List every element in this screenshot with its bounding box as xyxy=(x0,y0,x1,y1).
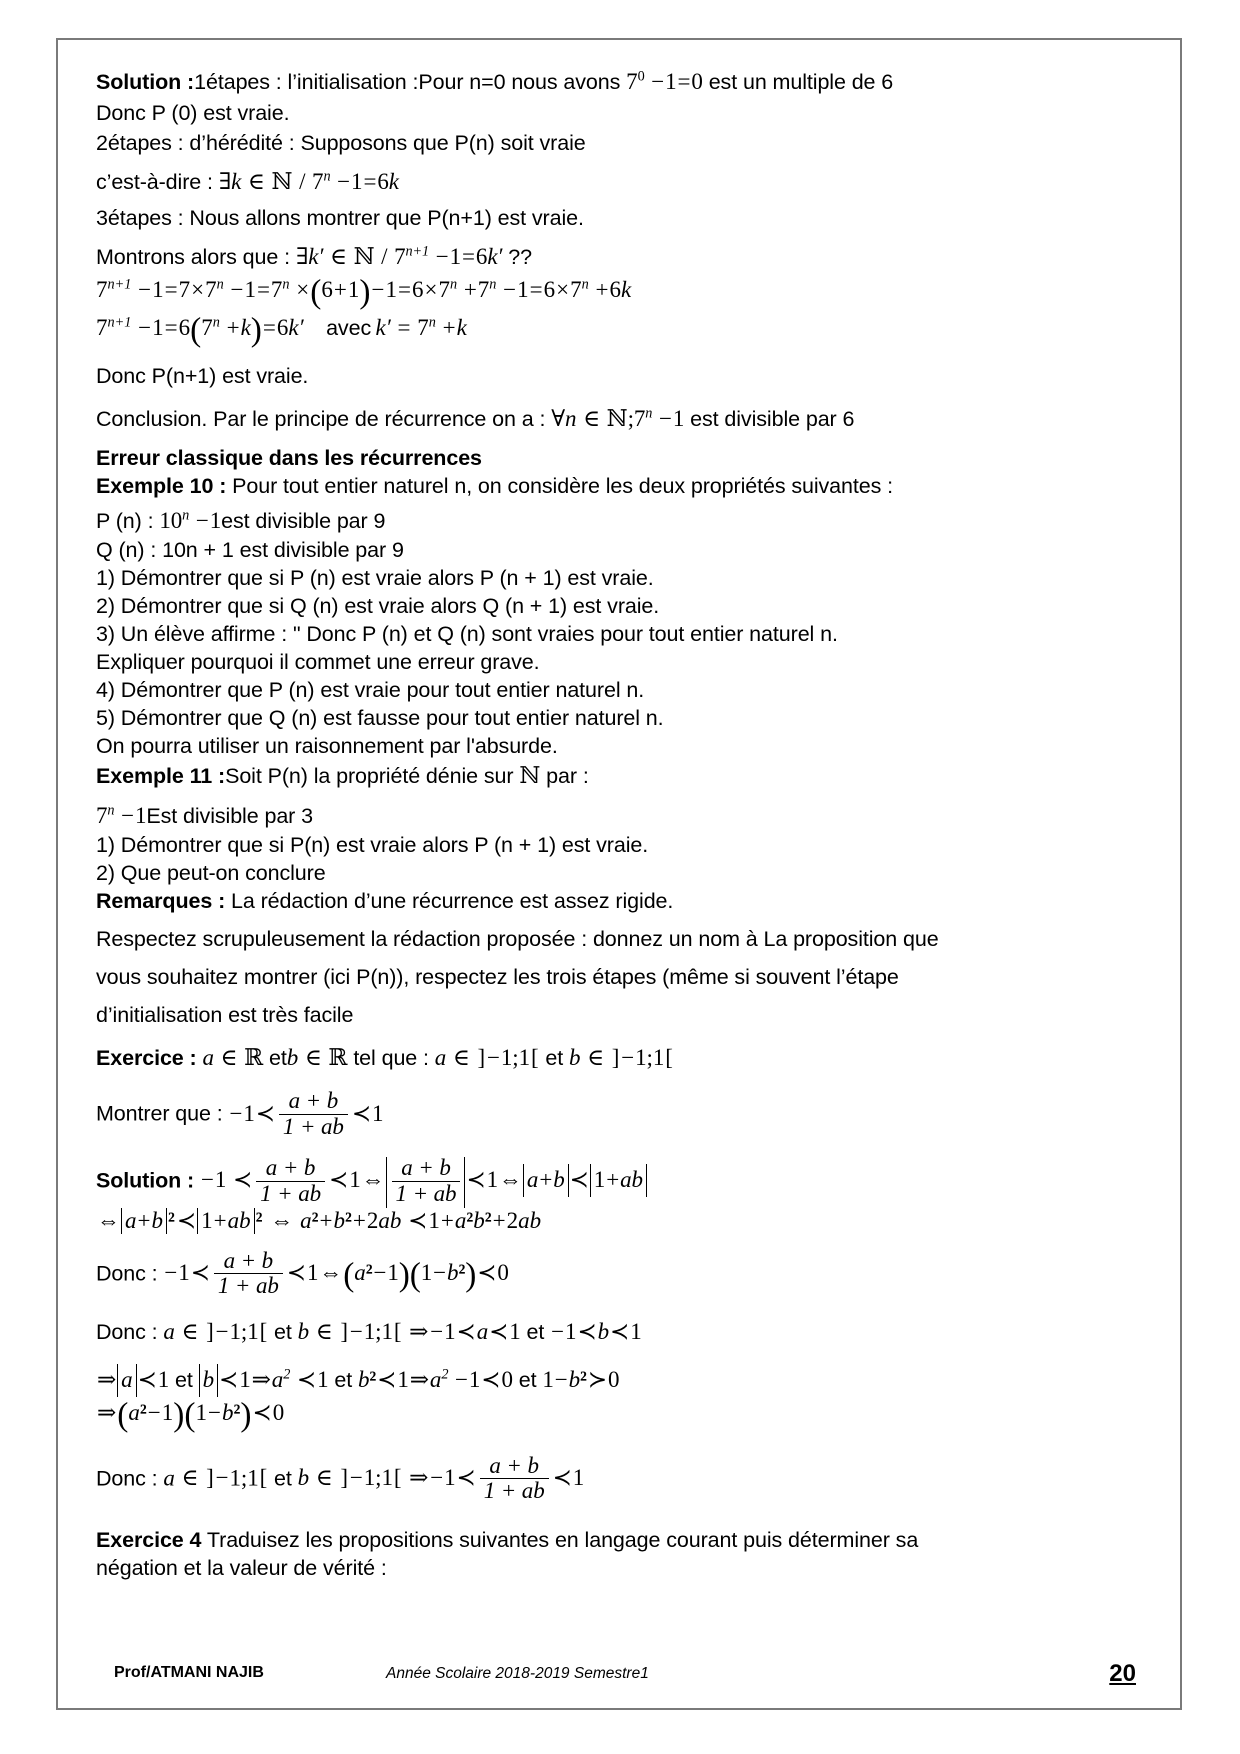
solution-line-6 xyxy=(96,241,1150,273)
eq-donc-2-b: b ∈ ]−1;1[ ⇒−1≺a≺1 xyxy=(297,1319,521,1345)
eq-donc-2-a: a ∈ ]−1;1[ xyxy=(163,1319,268,1345)
exercice-and-2: et xyxy=(545,1046,564,1071)
montrons-label: Montrons alors que : xyxy=(96,244,290,269)
donc-label-3: Donc : xyxy=(96,1466,158,1491)
footer-school-year: Année Scolaire 2018-2019 Semestre1 xyxy=(386,1665,649,1682)
eq-hypothese: ∃k ∈ ℕ / 7$^n$ −1=6k xyxy=(218,168,399,196)
exemple11-item-2: 2) Que peut-on conclure xyxy=(96,860,326,885)
eq-donc-2-c: −1≺b≺1 xyxy=(551,1319,642,1345)
exercice-and-1: et xyxy=(269,1046,287,1071)
solution-line-4 xyxy=(96,166,1150,198)
remarques-line-4: d’initialisation est très facile xyxy=(96,1002,354,1027)
impl-et-2: et xyxy=(334,1368,353,1393)
eq-objectif: ∃k′ ∈ ℕ / $7^{n+1} -1=6k'$ xyxy=(295,243,503,270)
document-page xyxy=(56,38,1182,1710)
eq-main-line-2-tail: $k' = 7^n +k$ xyxy=(375,313,467,340)
montrons-tail: ?? xyxy=(508,244,532,269)
exemple10-item-1: 1) Démontrer que si P (n) est vraie alors P (n + 1) est vraie. xyxy=(96,566,654,591)
solution-line-8 xyxy=(96,403,1150,435)
solution-line-2: Donc P (0) est vraie. xyxy=(96,101,290,126)
eq-exemple11: 7$^n$ −1 xyxy=(96,802,147,828)
remarques-line-1 xyxy=(96,888,1150,916)
eq-exercice-a-interval: a ∈ ]−1;1[ xyxy=(434,1045,539,1071)
eq-donc-3-b: b ∈ ]−1;1[ ⇒−1≺ $\frac{a + b}{1 + ab}$ ≺1 xyxy=(297,1452,585,1504)
exercice-solution-label: Solution : xyxy=(96,1168,195,1193)
eq-property-p: 10$^n$ −1 xyxy=(159,507,222,534)
exercice-solution-line-2-row xyxy=(96,1208,1150,1234)
exemple11-text-after: par : xyxy=(546,763,589,788)
page-footer xyxy=(96,1660,1150,1690)
exercice-solution-line-1 xyxy=(96,1154,1150,1208)
exemple10-hint: On pourra utiliser un raisonnement par l'absurde. xyxy=(96,733,558,758)
eq-main-line-2: $7^{n+1} -1=6(7^n +k)=6k'$ xyxy=(96,310,304,348)
exemple10-line xyxy=(96,473,1150,501)
eq-montrer-que: −1≺ $\frac{a + b}{1 + ab}$ ≺1 xyxy=(229,1088,384,1140)
exemple10-text: Pour tout entier naturel n, on considère les deux propriétés suivantes : xyxy=(232,474,894,499)
exemple10-label: Exemple 10 : xyxy=(96,474,227,499)
implication-final-row xyxy=(96,1397,1150,1435)
exercice-line xyxy=(96,1042,1150,1074)
donc-2-et-1: et xyxy=(274,1320,292,1345)
remarques-line-3: vous souhaitez montrer (ici P(n)), respectez les trois étapes (même si souvent l’étape xyxy=(96,964,899,989)
eq-impl-a: ⇒ a ≺1 xyxy=(96,1367,169,1392)
remarques-label: Remarques : xyxy=(96,888,226,913)
eq-exercice-b-interval: b ∈ ]−1;1[ xyxy=(569,1045,673,1071)
remarques-line-2: Respectez scrupuleusement la rédaction proposée : donnez un nom à La proposition que xyxy=(96,926,939,951)
exercice4-text-1: Traduisez les propositions suivantes en langage courant puis déterminer sa xyxy=(206,1528,919,1553)
footer-author: Prof/ATMANI NAJIB xyxy=(114,1664,264,1681)
donc-label-2: Donc : xyxy=(96,1320,158,1345)
solution-line-1-text: 1étapes : l’initialisation :Pour n=0 nous avons xyxy=(194,70,621,94)
remarques-text-1: La rédaction d’une récurrence est assez rigide. xyxy=(231,888,674,913)
solution-line-1 xyxy=(96,66,1150,98)
natural-set-symbol: ℕ xyxy=(519,762,541,789)
page-content xyxy=(96,66,1150,1708)
exemple10-item-3-cont: Expliquer pourquoi il commet une erreur grave. xyxy=(96,650,540,675)
eq-main-line-1-row xyxy=(96,273,1150,311)
property-q-line: Q (n) : 10n + 1 est divisible par 9 xyxy=(96,538,404,563)
solution-label: Solution : xyxy=(96,70,195,94)
eq-solution-line-1: −1 ≺ $\frac{a + b}{1 + ab}$ ≺1⇔ $\frac{a + b}{1 + ab}$ ≺1⇔ a+b ≺ 1+ab xyxy=(200,1167,647,1192)
donc-2-et-2: et xyxy=(526,1320,545,1345)
eq-impl-d: 1−b²≻0 xyxy=(542,1367,620,1393)
eq-impl-b: b $≺1\Rightarrow a^2$ ≺1 xyxy=(199,1367,329,1392)
footer-page-number: 20 xyxy=(1109,1660,1136,1687)
exemple11-label: Exemple 11 : xyxy=(96,763,226,788)
property-p-label: P (n) : xyxy=(96,509,154,534)
solution-line-7: Donc P(n+1) est vraie. xyxy=(96,363,309,388)
exemple11-eq-tail: Est divisible par 3 xyxy=(146,803,313,828)
implication-line xyxy=(96,1364,1150,1396)
donc-label-1: Donc : xyxy=(96,1261,158,1286)
eq-donc-3-a: a ∈ ]−1;1[ xyxy=(163,1465,268,1491)
donc-line-2 xyxy=(96,1316,1150,1348)
donc-3-et: et xyxy=(274,1466,292,1491)
eq-main-line-2-avec: avec xyxy=(326,315,372,340)
eq-initialisation: $7^0 -1=0$ xyxy=(626,68,703,94)
exemple10-item-3: 3) Un élève affirme : " Donc P (n) et Q (n) sont vraies pour tout entier naturel n. xyxy=(96,622,838,647)
eq-impl-final: ⇒(a²−1)(1−b²)≺0 xyxy=(97,1396,285,1434)
eq-solution-line-2: ⇔ a+b ²≺ 1+ab ² ⇔ a²+b²+2ab ≺1+a²b²+2ab xyxy=(97,1207,542,1233)
cest-a-dire-label: c’est-à-dire : xyxy=(96,170,213,195)
solution-line-5: 3étapes : Nous allons montrer que P(n+1) est vraie. xyxy=(96,205,584,230)
impl-et-1: et xyxy=(175,1368,193,1393)
erreur-heading: Erreur classique dans les récurrences xyxy=(96,446,482,471)
conclusion-label: Conclusion. Par le principe de récurrence on a : xyxy=(96,406,546,431)
eq-exercice-a-in-R: a ∈ ℝ xyxy=(202,1045,264,1072)
exemple11-eq-line xyxy=(96,800,1150,832)
exemple10-item-4: 4) Démontrer que P (n) est vraie pour tout entier naturel n. xyxy=(96,678,645,703)
property-p-line xyxy=(96,505,1150,537)
impl-et-3: et xyxy=(518,1368,537,1393)
exercice4-line-2: négation et la valeur de vérité : xyxy=(96,1556,387,1581)
donc-line-3 xyxy=(96,1452,1150,1506)
exercice-tel-que: tel que : xyxy=(353,1046,429,1071)
montrer-que-line xyxy=(96,1090,1150,1141)
solution-line-3: 2étapes : d’hérédité : Supposons que P(n) soit vraie xyxy=(96,131,586,156)
eq-donc-line-1: −1≺ $\frac{a + b}{1 + ab}$ ≺1⇔(a²−1)(1−b²)≺0 xyxy=(164,1247,509,1299)
eq-exercice-b-in-R: b ∈ ℝ xyxy=(286,1045,348,1072)
exercice-label: Exercice : xyxy=(96,1046,197,1071)
conclusion-tail: est divisible par 6 xyxy=(690,406,855,431)
property-p-tail: est divisible par 9 xyxy=(221,509,386,534)
eq-conclusion: ∀n ∈ ℕ;7$^n$ −1 xyxy=(551,405,685,432)
exemple11-line xyxy=(96,761,1150,792)
eq-main-line-1: $7^{n+1} -1=7\times 7^n -1=7^n \times(6+1)-1=6\times 7^n +7^n -1=6\times 7^n +6k$ xyxy=(96,272,632,310)
exemple10-item-5: 5) Démontrer que Q (n) est fausse pour tout entier naturel n. xyxy=(96,705,664,730)
exemple10-item-2: 2) Démontrer que si Q (n) est vraie alors Q (n + 1) est vraie. xyxy=(96,594,660,619)
donc-line-1 xyxy=(96,1247,1150,1301)
exercice4-line-1 xyxy=(96,1525,1150,1555)
exercice4-label: Exercice 4 xyxy=(96,1528,202,1553)
exemple11-text-before: Soit P(n) la propriété dénie sur xyxy=(225,763,514,788)
eq-impl-c: $b^2≺1\Rightarrow a^2$ −1≺0 xyxy=(357,1366,513,1393)
solution-line-1-tail: est un multiple de 6 xyxy=(708,70,894,94)
eq-main-line-2-row xyxy=(96,311,1150,349)
montrer-que-label: Montrer que : xyxy=(96,1101,223,1126)
exemple11-item-1: 1) Démontrer que si P(n) est vraie alors P (n + 1) est vraie. xyxy=(96,832,649,857)
